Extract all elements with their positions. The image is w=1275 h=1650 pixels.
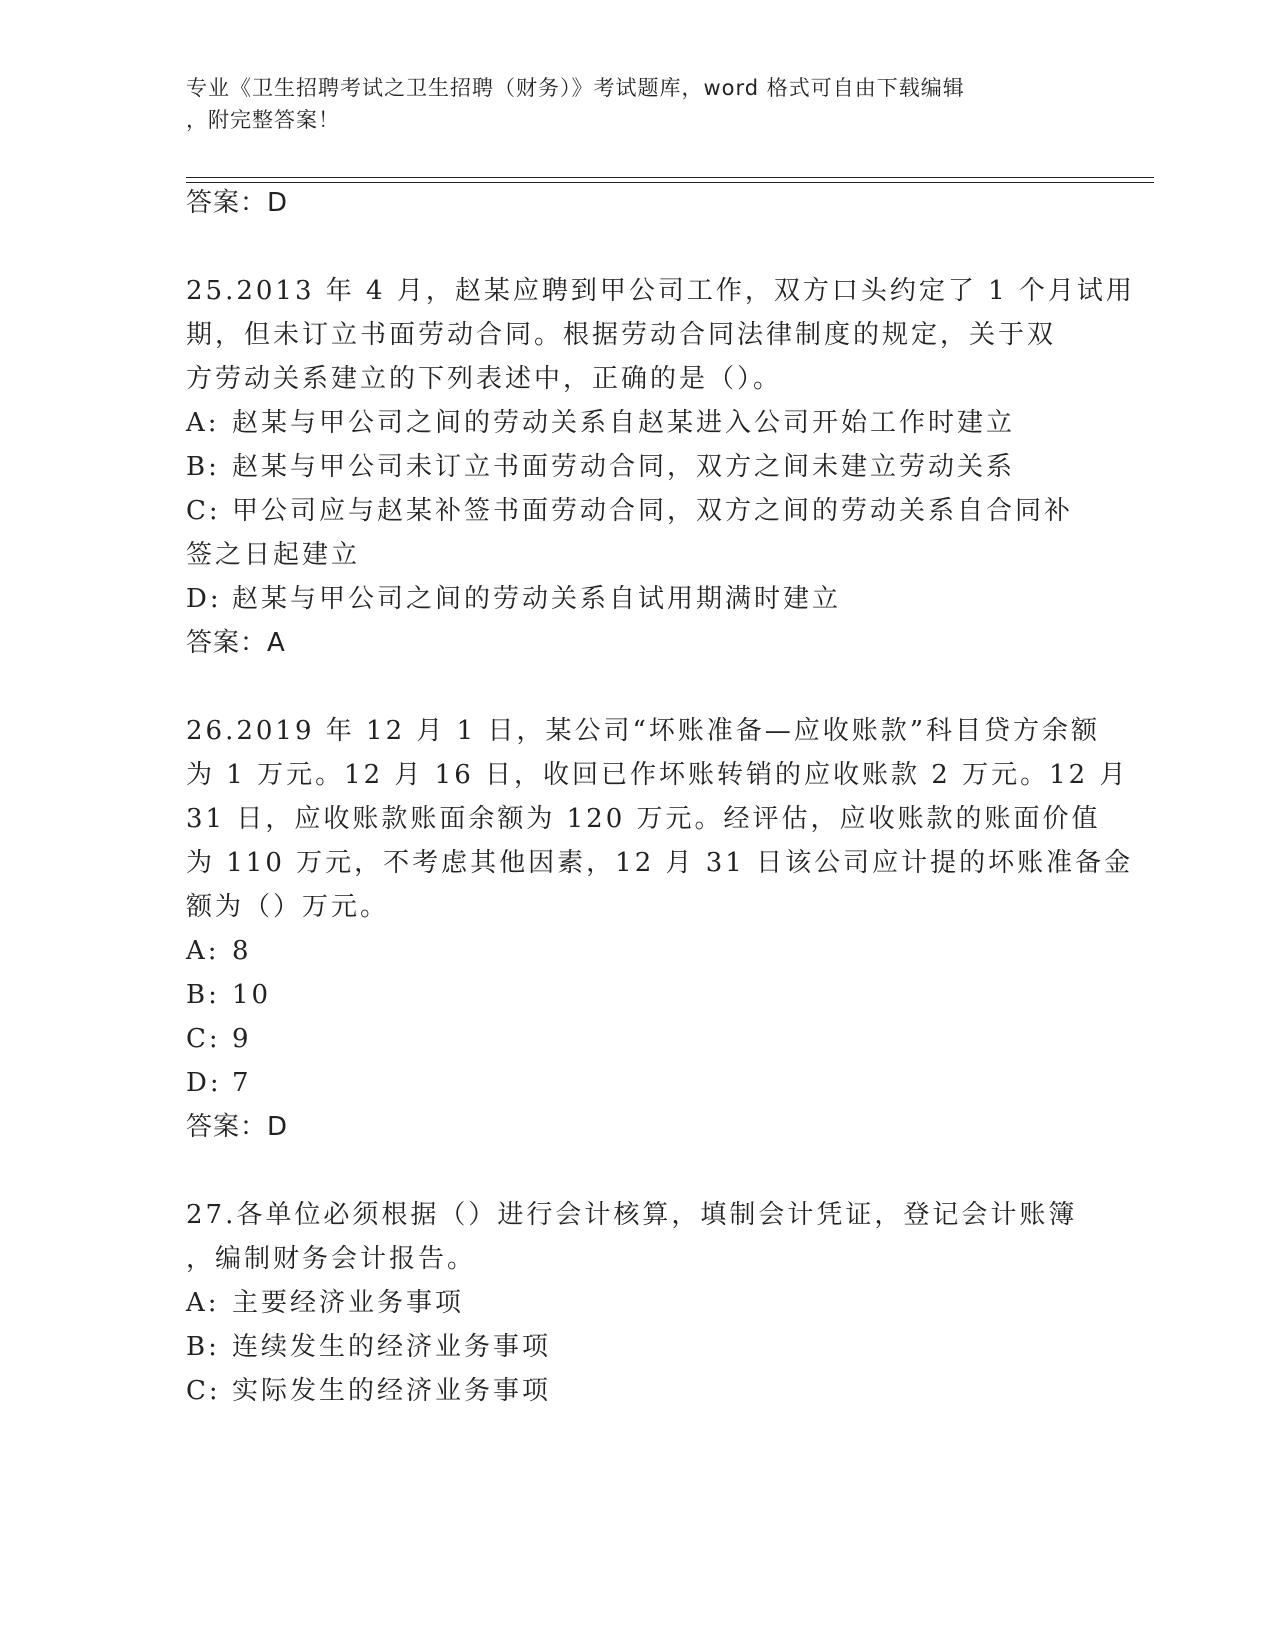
header-rule-bottom	[186, 182, 1154, 183]
option-text: 实际发生的经济业务事项	[232, 1376, 552, 1406]
option-label: C:	[186, 1024, 221, 1054]
q26-line-1: 26.2019 年 12 月 1 日，某公司“坏账准备—应收账款”科目贷方余额	[186, 716, 1101, 746]
option-label: B:	[186, 452, 220, 482]
q26-line-4: 为 110 万元，不考虑其他因素，12 月 31 日该公司应计提的坏账准备金	[186, 848, 1134, 878]
option-text: 连续发生的经济业务事项	[232, 1332, 552, 1362]
option-label: A:	[186, 1288, 220, 1318]
option-text: 甲公司应与赵某补签书面劳动合同，双方之间的劳动关系自合同补	[232, 496, 1074, 526]
q25-answer: 答案：A	[186, 628, 286, 658]
option-label: A:	[186, 408, 220, 438]
option-text: 8	[232, 936, 252, 966]
option-text: 7	[232, 1068, 252, 1098]
option-label: D:	[186, 584, 222, 614]
option-label: C:	[186, 1376, 221, 1406]
q26-option-d	[186, 1066, 252, 1100]
q27-option-a	[186, 1286, 464, 1320]
q26-line-2: 为 1 万元。12 月 16 日，收回已作坏账转销的应收账款 2 万元。12 月	[186, 760, 1129, 790]
option-text: 赵某与甲公司未订立书面劳动合同，双方之间未建立劳动关系	[232, 452, 1016, 482]
q25-option-c	[186, 494, 1073, 528]
q25-option-a	[186, 406, 1015, 440]
q27-option-b	[186, 1330, 551, 1364]
q25-option-b	[186, 450, 1015, 484]
option-text: 9	[232, 1024, 252, 1054]
q27-line-2: ，编制财务会计报告。	[186, 1244, 477, 1274]
header-rule-top	[186, 177, 1154, 178]
option-text: 主要经济业务事项	[232, 1288, 465, 1318]
q25-line-1: 25.2013 年 4 月，赵某应聘到甲公司工作，双方口头约定了 1 个月试用	[186, 276, 1135, 306]
option-label: C:	[186, 496, 221, 526]
q25-line-3: 方劳动关系建立的下列表述中，正确的是（）。	[186, 364, 783, 394]
header-line-2: ，附完整答案！	[186, 108, 340, 132]
option-text: 赵某与甲公司之间的劳动关系自试用期满时建立	[232, 584, 842, 614]
prev-answer: 答案：D	[186, 188, 289, 218]
q25-option-c-cont: 签之日起建立	[186, 540, 361, 570]
q27-line-1: 27.各单位必须根据（）进行会计核算，填制会计凭证，登记会计账簿	[186, 1200, 1078, 1230]
q26-option-b	[186, 978, 271, 1012]
q26-line-3: 31 日，应收账款账面余额为 120 万元。经评估，应收账款的账面价值	[186, 804, 1101, 834]
q26-line-5: 额为（）万元。	[186, 892, 390, 922]
option-label: B:	[186, 1332, 220, 1362]
q26-option-a	[186, 934, 252, 968]
option-label: A:	[186, 936, 220, 966]
option-text: 10	[232, 980, 272, 1010]
document-header	[186, 72, 1086, 136]
q26-option-c	[186, 1022, 252, 1056]
option-label: D:	[186, 1068, 222, 1098]
option-text: 赵某与甲公司之间的劳动关系自赵某进入公司开始工作时建立	[232, 408, 1016, 438]
option-label: B:	[186, 980, 220, 1010]
header-line-1: 专业《卫生招聘考试之卫生招聘（财务）》考试题库，word 格式可自由下载编辑	[186, 76, 965, 100]
q25-option-d	[186, 582, 841, 616]
q27-option-c	[186, 1374, 551, 1408]
q25-line-2: 期，但未订立书面劳动合同。根据劳动合同法律制度的规定，关于双	[186, 320, 1057, 350]
q26-answer: 答案：D	[186, 1112, 289, 1142]
